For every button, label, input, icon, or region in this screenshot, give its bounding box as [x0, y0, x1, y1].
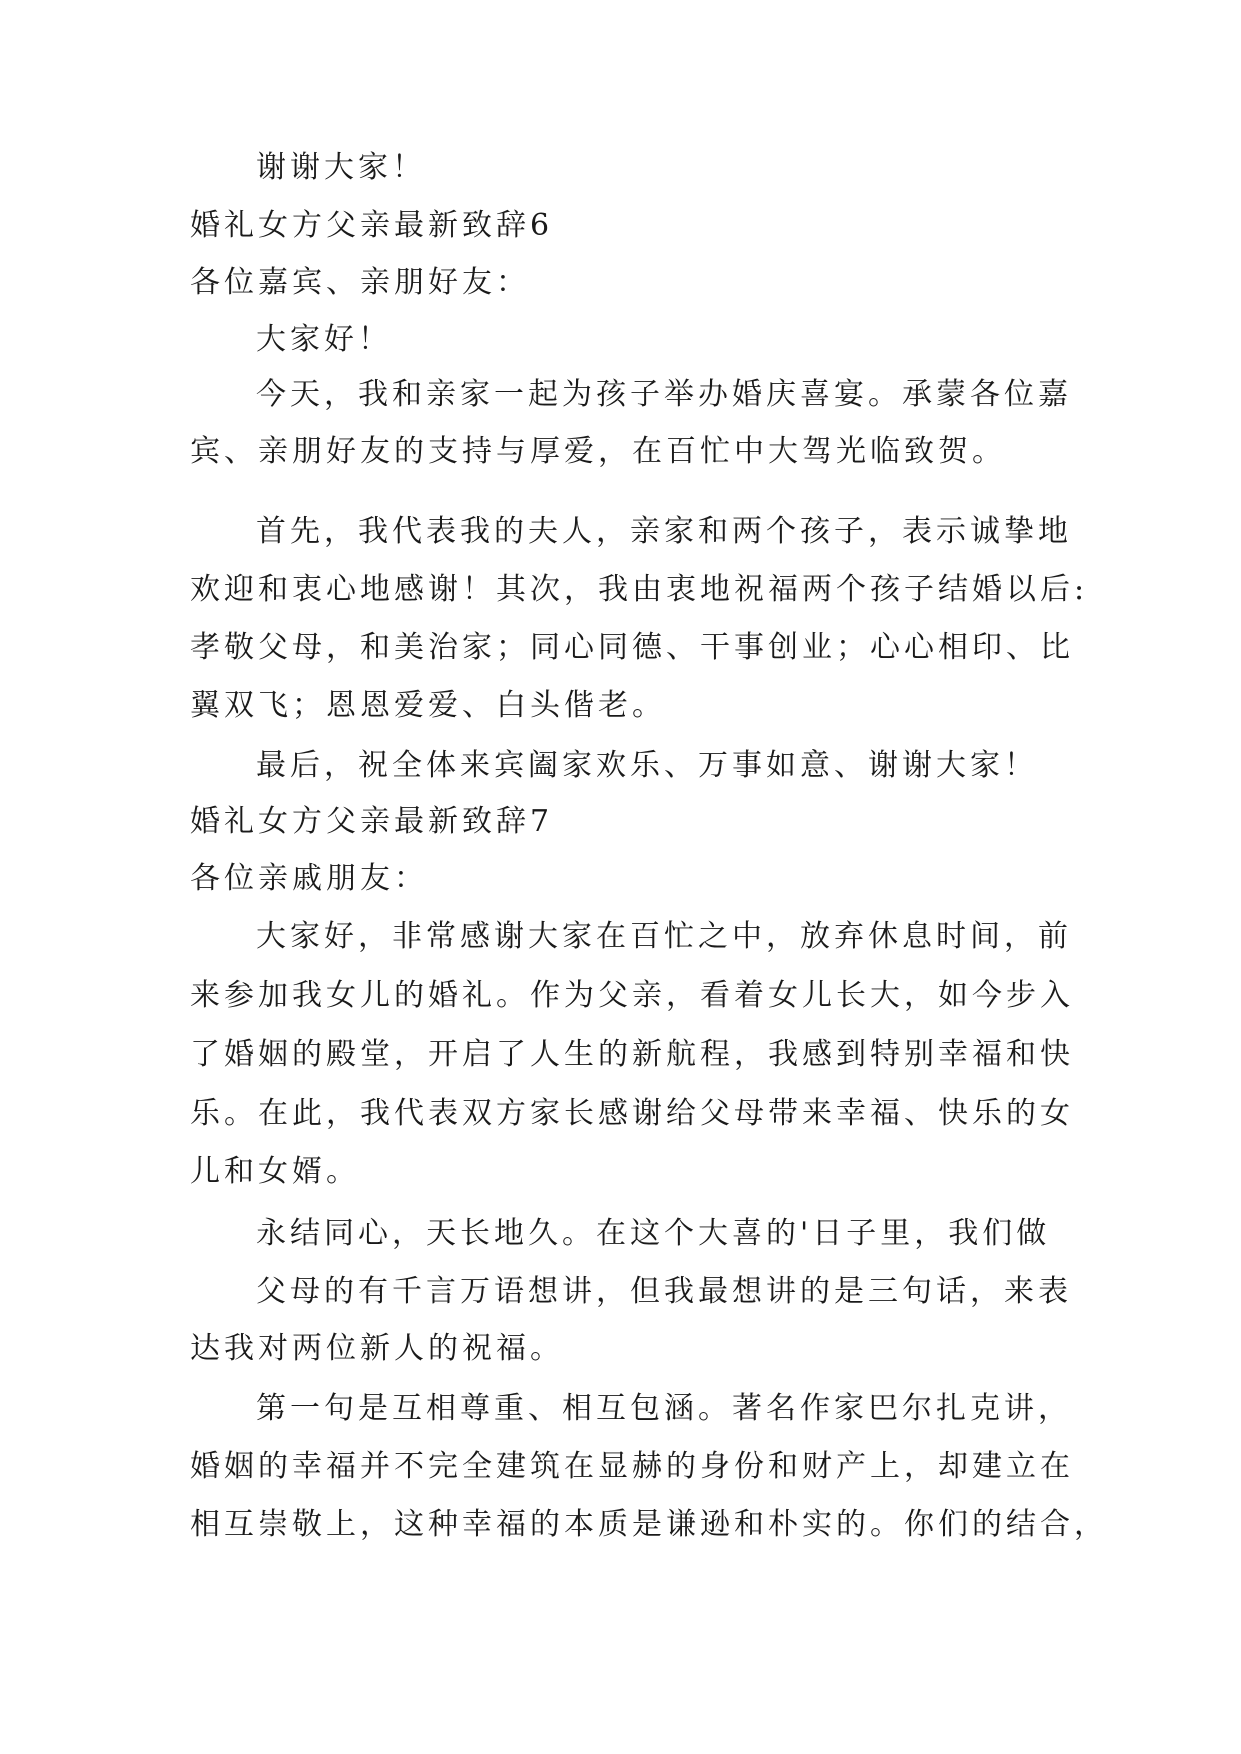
paragraph-line: 婚姻的幸福并不完全建筑在显赫的身份和财产上，却建立在 [190, 1449, 1074, 1484]
paragraph-line: 首先，我代表我的夫人，亲家和两个孩子，表示诚挚地 [256, 514, 1072, 549]
paragraph-line: 最后，祝全体来宾阖家欢乐、万事如意、谢谢大家！ [256, 748, 1038, 783]
paragraph-line: 翼双飞；恩恩爱爱、白头偕老。 [190, 688, 666, 723]
paragraph-line: 孝敬父母，和美治家；同心同德、干事创业；心心相印、比 [190, 630, 1074, 665]
paragraph-line: 大家好，非常感谢大家在百忙之中，放弃休息时间，前 [256, 919, 1072, 954]
paragraph-line: 永结同心，天长地久。在这个大喜的'日子里，我们做 [256, 1216, 1051, 1251]
paragraph-line: 谢谢大家！ [256, 150, 426, 185]
paragraph-line: 今天，我和亲家一起为孩子举办婚庆喜宴。承蒙各位嘉 [256, 377, 1072, 412]
paragraph-line: 第一句是互相尊重、相互包涵。著名作家巴尔扎克讲， [256, 1391, 1072, 1426]
salutation: 各位亲戚朋友： [190, 861, 428, 896]
salutation: 各位嘉宾、亲朋好友： [190, 265, 530, 300]
paragraph-line: 乐。在此，我代表双方家长感谢给父母带来幸福、快乐的女 [190, 1096, 1074, 1131]
paragraph-line: 来参加我女儿的婚礼。作为父亲，看着女儿长大，如今步入 [190, 978, 1074, 1013]
paragraph-line: 欢迎和衷心地感谢！其次，我由衷地祝福两个孩子结婚以后: [190, 572, 1089, 607]
paragraph-line: 父母的有千言万语想讲，但我最想讲的是三句话，来表 [256, 1274, 1072, 1309]
paragraph-line: 儿和女婿。 [190, 1154, 360, 1189]
paragraph-line: 达我对两位新人的祝福。 [190, 1331, 564, 1366]
paragraph-line: 大家好！ [256, 322, 392, 357]
section-heading: 婚礼女方父亲最新致辞7 [190, 804, 554, 839]
paragraph-line: 了婚姻的殿堂，开启了人生的新航程，我感到特别幸福和快 [190, 1037, 1074, 1072]
section-heading: 婚礼女方父亲最新致辞6 [190, 208, 554, 243]
paragraph-line: 宾、亲朋好友的支持与厚爱，在百忙中大驾光临致贺。 [190, 434, 1006, 469]
paragraph-line: 相互崇敬上，这种幸福的本质是谦逊和朴实的。你们的结合， [190, 1507, 1108, 1542]
